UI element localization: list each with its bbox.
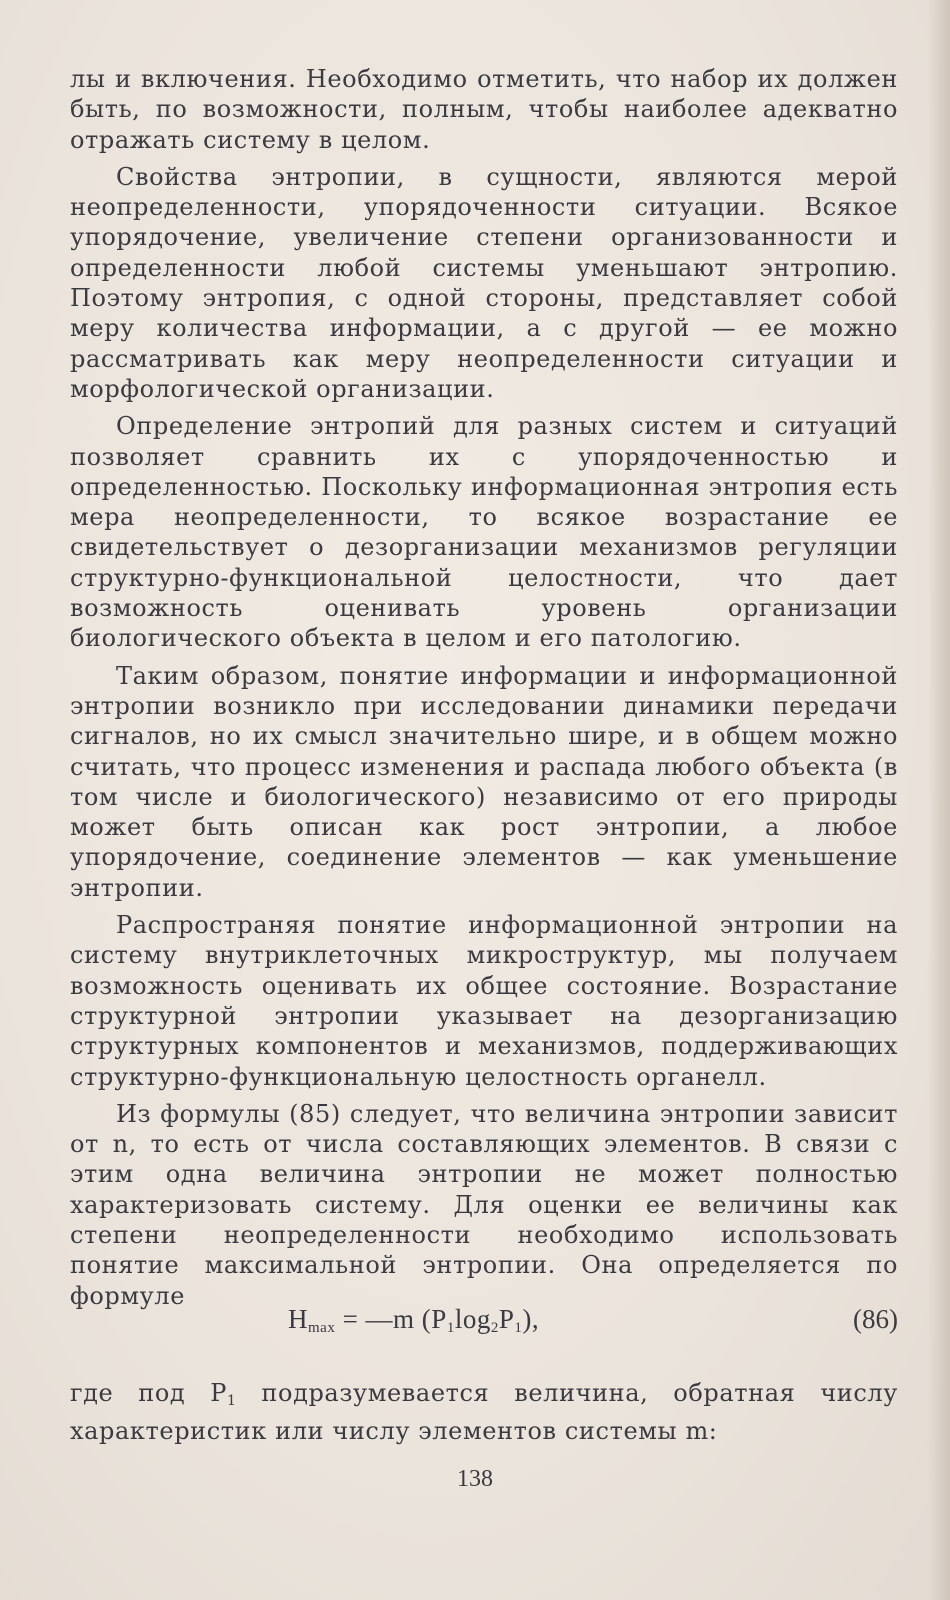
formula-h: H bbox=[288, 1304, 308, 1334]
formula-p: P bbox=[498, 1304, 515, 1334]
formula-log: log bbox=[454, 1304, 491, 1334]
formula-expression bbox=[288, 1304, 539, 1337]
page-edge-shadow bbox=[928, 0, 950, 1600]
formula-number: (86) bbox=[853, 1304, 898, 1334]
after-p-sub: 1 bbox=[226, 1393, 237, 1409]
paragraph: Из формулы (85) следует, что величина энтропии зависит от n, то есть от числа составляющих элементов. В связи с этим одна величина энтропии не может полностью характеризовать систему. Для оценки ее величины как степени неопределенности необходимо использовать понятие максимальной энтропии. Она определяется по формуле bbox=[70, 1099, 898, 1310]
formula-86 bbox=[70, 1304, 898, 1340]
paragraph: Определение энтропий для разных систем и ситуаций позволяет сравнить их с упорядоченностью и определенностью. Поскольку информационная энтропия есть мера неопределенности, то всякое возрастание ее свидетельствует о дезорганизации механизмов регуляции структурно-функциональной целостности, что дает возможность оценивать уровень организации биологического объекта в целом и его патологию. bbox=[70, 412, 898, 653]
main-text bbox=[70, 64, 898, 1318]
after-rest: подразумевается величина, обратная числу характеристик или числу элементов системы m: bbox=[70, 1379, 898, 1446]
paragraph: Распространяя понятие информационной энтропии на систему внутриклеточных микроструктур, мы получаем возможность оценивать их общее состояние. Возрастание структурной энтропии указывает на дезорганизацию структурных компонентов и механизмов, поддерживающих структурно-функциональную целостность органелл. bbox=[70, 911, 898, 1091]
text-after-formula bbox=[70, 1378, 898, 1447]
formula-h-sub: max bbox=[308, 1320, 336, 1336]
page-number: 138 bbox=[457, 1466, 493, 1492]
formula-middle: = —m (P bbox=[335, 1304, 447, 1334]
after-prefix: где под P bbox=[70, 1379, 227, 1407]
paragraph-after-formula bbox=[70, 1378, 898, 1447]
formula-end: ), bbox=[522, 1304, 540, 1334]
formula-p-sub: 1 bbox=[514, 1320, 523, 1336]
paragraph: Таким образом, понятие информации и информационной энтропии возникло при исследовании динамики передачи сигналов, но их смысл значительно шире, и в общем можно считать, что процесс изменения и распада любого объекта (в том числе и биологического) независимо от его природы может быть описан как рост энтропии, а любое упорядочение, соединение элементов — как уменьшение энтропии. bbox=[70, 661, 898, 902]
formula-log-sub: 2 bbox=[490, 1320, 499, 1336]
formula-p-sub: 1 bbox=[446, 1320, 455, 1336]
paragraph: Свойства энтропии, в сущности, являются мерой неопределенности, упорядоченности ситуации. Всякое упорядочение, увеличение степени организованности и определенности любой системы уменьшают энтропию. Поэтому энтропия, с одной стороны, представляет собой меру количества информации, а с другой — ее можно рассматривать как меру неопределенности ситуации и морфологической организации. bbox=[70, 162, 898, 403]
paragraph-continuation: лы и включения. Необходимо отметить, что набор их должен быть, по возможности, полным, чтобы наиболее адекватно отражать систему в целом. bbox=[70, 65, 898, 154]
